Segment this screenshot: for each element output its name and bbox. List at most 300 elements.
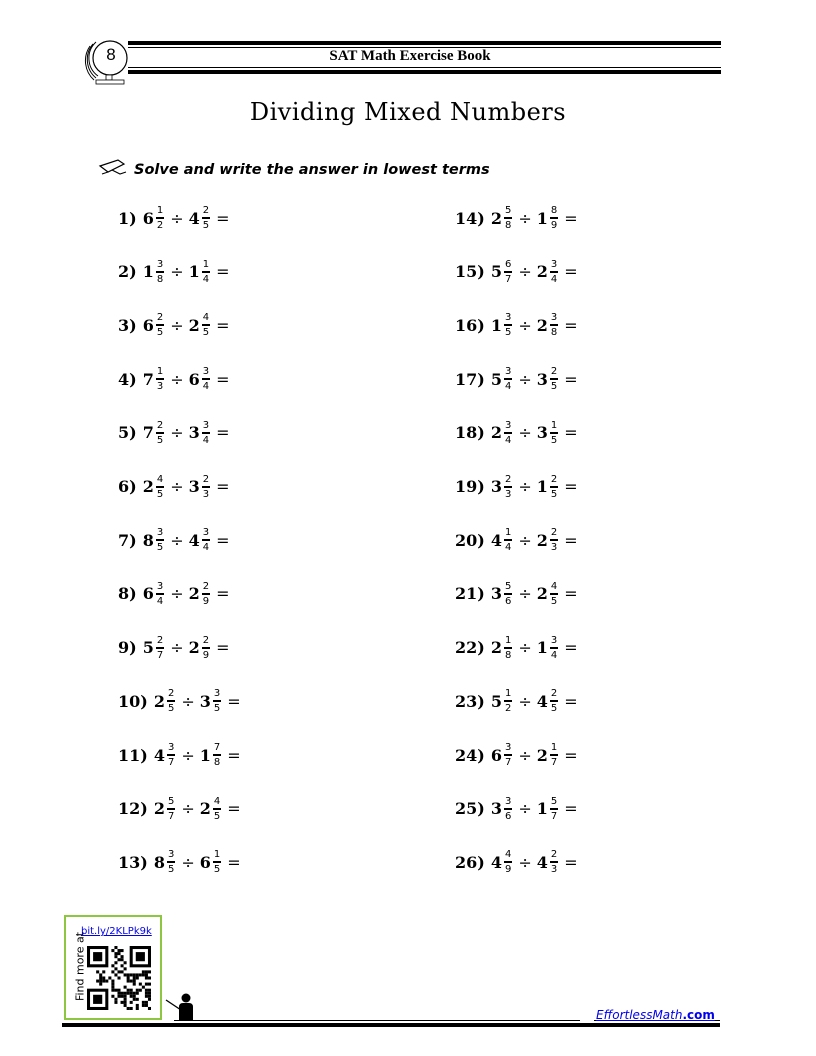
denominator: 4 <box>504 381 512 393</box>
denominator: 5 <box>213 810 221 822</box>
fraction <box>550 205 558 231</box>
denominator: 5 <box>167 703 175 715</box>
problem-item <box>455 735 583 775</box>
whole-number: 2 <box>188 315 200 335</box>
whole-number: 3 <box>536 369 548 389</box>
writing-hand-icon <box>98 156 128 178</box>
equals-sign: = <box>227 799 241 819</box>
equals-sign: = <box>564 423 578 443</box>
denominator: 3 <box>550 864 558 876</box>
qr-link[interactable]: bit.ly/2KLPk9k <box>81 926 152 937</box>
numerator: 2 <box>156 312 164 326</box>
whole-number: 1 <box>142 262 154 282</box>
whole-number: 7 <box>142 423 154 443</box>
denominator: 8 <box>504 649 512 661</box>
numerator: 6 <box>504 259 512 273</box>
equals-sign: = <box>564 638 578 658</box>
numerator: 3 <box>156 581 164 595</box>
whole-number: 3 <box>490 584 502 604</box>
fraction <box>504 527 512 553</box>
problem-number: 23) <box>455 691 485 711</box>
fraction <box>504 366 512 392</box>
denominator: 5 <box>167 864 175 876</box>
denominator: 9 <box>202 595 210 607</box>
denominator: 2 <box>156 220 164 231</box>
whole-number: 4 <box>188 208 200 228</box>
whole-number: 2 <box>536 745 548 765</box>
problem-item <box>118 789 246 829</box>
divide-sign: ÷ <box>170 530 184 550</box>
whole-number: 2 <box>188 584 200 604</box>
equals-sign: = <box>564 208 578 228</box>
divide-sign: ÷ <box>181 852 195 872</box>
numerator: 3 <box>550 259 558 273</box>
equals-sign: = <box>227 691 241 711</box>
numerator: 4 <box>550 581 558 595</box>
whole-number: 6 <box>188 369 200 389</box>
problem-number: 14) <box>455 208 485 228</box>
footer-rule <box>62 1023 720 1027</box>
equals-sign: = <box>227 745 241 765</box>
fraction <box>550 527 558 553</box>
whole-number: 6 <box>199 852 211 872</box>
fraction <box>156 635 164 661</box>
denominator: 5 <box>504 327 512 339</box>
equals-sign: = <box>564 477 578 496</box>
problem-item <box>118 520 235 560</box>
problem-number: 6) <box>118 477 137 496</box>
fraction <box>504 796 512 822</box>
denominator: 5 <box>550 703 558 715</box>
denominator: 4 <box>202 542 210 554</box>
problem-number: 20) <box>455 530 485 550</box>
numerator: 4 <box>202 312 210 326</box>
numerator: 2 <box>156 420 164 434</box>
fraction <box>156 420 164 446</box>
whole-number: 6 <box>142 584 154 604</box>
whole-number: 1 <box>536 799 548 819</box>
fraction <box>550 688 558 714</box>
whole-number: 4 <box>188 530 200 550</box>
problem-number: 16) <box>455 315 485 335</box>
denominator: 5 <box>550 381 558 393</box>
denominator: 7 <box>550 757 558 768</box>
header-rule-bottom-thin <box>128 67 721 68</box>
fraction <box>202 635 210 661</box>
equals-sign: = <box>564 315 578 335</box>
numerator: 8 <box>550 205 558 219</box>
problem-item <box>455 520 583 560</box>
denominator: 4 <box>156 595 164 607</box>
equals-sign: = <box>564 745 578 765</box>
problem-number: 1) <box>118 208 137 228</box>
denominator: 2 <box>504 703 512 715</box>
denominator: 5 <box>202 327 210 339</box>
equals-sign: = <box>564 799 578 819</box>
denominator: 8 <box>156 273 164 285</box>
page-title: Dividing Mixed Numbers <box>249 98 567 126</box>
site-domain: .com <box>682 1008 715 1022</box>
site-link[interactable] <box>596 1008 715 1022</box>
fraction <box>550 742 558 768</box>
equals-sign: = <box>564 369 578 389</box>
whole-number: 5 <box>142 638 154 658</box>
numerator: 2 <box>167 688 175 702</box>
numerator: 3 <box>504 366 512 380</box>
fraction <box>213 849 221 875</box>
whole-number: 1 <box>536 638 548 658</box>
divide-sign: ÷ <box>170 208 184 228</box>
fraction <box>156 581 164 607</box>
whole-number: 2 <box>490 208 502 228</box>
fraction <box>504 205 512 231</box>
fraction <box>504 581 512 607</box>
problem-number: 24) <box>455 745 485 765</box>
numerator: 3 <box>504 742 512 756</box>
problem-number: 15) <box>455 262 485 282</box>
denominator: 7 <box>167 757 175 768</box>
fraction <box>156 312 164 338</box>
divide-sign: ÷ <box>518 208 532 228</box>
denominator: 5 <box>156 327 164 339</box>
denominator: 8 <box>550 327 558 339</box>
divide-sign: ÷ <box>518 745 532 765</box>
fraction <box>202 312 210 338</box>
numerator: 1 <box>504 635 512 649</box>
fraction <box>202 366 210 392</box>
numerator: 3 <box>213 688 221 702</box>
equals-sign: = <box>216 423 230 443</box>
numerator: 5 <box>167 796 175 810</box>
numerator: 1 <box>550 742 558 756</box>
whole-number: 1 <box>199 745 211 765</box>
whole-number: 8 <box>142 530 154 550</box>
whole-number: 2 <box>536 530 548 550</box>
numerator: 2 <box>550 527 558 541</box>
problem-number: 22) <box>455 638 485 658</box>
fraction <box>156 259 164 285</box>
numerator: 3 <box>550 635 558 649</box>
fraction <box>213 742 221 768</box>
numerator: 2 <box>202 205 210 219</box>
problem-item <box>455 574 583 614</box>
fraction <box>167 688 175 714</box>
divide-sign: ÷ <box>170 423 184 443</box>
whole-number: 3 <box>188 423 200 443</box>
fraction <box>504 259 512 285</box>
denominator: 4 <box>202 381 210 393</box>
divide-sign: ÷ <box>518 369 532 389</box>
problem-item <box>455 359 583 399</box>
fraction <box>550 849 558 875</box>
fraction <box>167 796 175 822</box>
fraction <box>156 366 164 392</box>
divide-sign: ÷ <box>518 691 532 711</box>
whole-number: 2 <box>199 799 211 819</box>
denominator: 7 <box>167 810 175 822</box>
problem-number: 17) <box>455 369 485 389</box>
problem-item <box>118 842 246 882</box>
whole-number: 1 <box>490 315 502 335</box>
equals-sign: = <box>216 584 230 604</box>
whole-number: 2 <box>153 691 165 711</box>
divide-sign: ÷ <box>181 745 195 765</box>
numerator: 1 <box>504 527 512 541</box>
divide-sign: ÷ <box>518 638 532 658</box>
equals-sign: = <box>564 691 578 711</box>
fraction <box>156 205 164 231</box>
numerator: 3 <box>202 420 210 434</box>
denominator: 6 <box>504 595 512 607</box>
fraction <box>202 259 210 285</box>
problem-number: 19) <box>455 477 485 496</box>
whole-number: 3 <box>490 477 502 496</box>
denominator: 3 <box>550 542 558 554</box>
whole-number: 3 <box>536 423 548 443</box>
fraction <box>550 420 558 446</box>
fraction <box>167 849 175 875</box>
problem-number: 26) <box>455 852 485 872</box>
numerator: 3 <box>550 312 558 326</box>
book-title: SAT Math Exercise Book <box>329 48 491 64</box>
problem-item <box>118 252 235 292</box>
denominator: 3 <box>202 488 210 500</box>
denominator: 8 <box>213 757 221 768</box>
whole-number: 3 <box>490 799 502 819</box>
fraction <box>504 420 512 446</box>
equals-sign: = <box>216 638 230 658</box>
denominator: 4 <box>202 273 210 285</box>
problem-item <box>118 198 235 238</box>
numerator: 1 <box>156 366 164 380</box>
problem-item <box>118 628 235 668</box>
problem-item <box>118 735 246 775</box>
numerator: 3 <box>156 527 164 541</box>
numerator: 4 <box>156 474 164 488</box>
fraction <box>167 742 175 768</box>
whole-number: 2 <box>536 315 548 335</box>
whole-number: 5 <box>490 262 502 282</box>
problem-item <box>455 305 583 345</box>
fraction <box>550 312 558 338</box>
denominator: 4 <box>202 434 210 446</box>
divide-sign: ÷ <box>518 530 532 550</box>
numerator: 2 <box>202 581 210 595</box>
problem-number: 3) <box>118 315 137 335</box>
whole-number: 5 <box>490 691 502 711</box>
denominator: 5 <box>550 488 558 500</box>
numerator: 3 <box>202 527 210 541</box>
numerator: 2 <box>504 474 512 488</box>
problem-number: 5) <box>118 423 137 443</box>
problem-item <box>455 413 583 453</box>
whole-number: 4 <box>153 745 165 765</box>
whole-number: 4 <box>490 852 502 872</box>
denominator: 5 <box>213 864 221 876</box>
denominator: 5 <box>202 220 210 231</box>
whole-number: 2 <box>490 423 502 443</box>
fraction <box>156 474 164 500</box>
problem-number: 4) <box>118 369 137 389</box>
fraction <box>202 420 210 446</box>
instructions: Solve and write the answer in lowest terms <box>134 162 490 178</box>
whole-number: 2 <box>490 638 502 658</box>
equals-sign: = <box>216 477 230 496</box>
divide-sign: ÷ <box>170 584 184 604</box>
whole-number: 3 <box>199 691 211 711</box>
find-more-label: Find more at <box>73 931 87 1002</box>
equals-sign: = <box>216 315 230 335</box>
problem-item <box>455 252 583 292</box>
equals-sign: = <box>564 262 578 282</box>
denominator: 3 <box>156 381 164 393</box>
footer-rule-thin <box>174 1020 580 1021</box>
numerator: 2 <box>156 635 164 649</box>
denominator: 7 <box>504 273 512 285</box>
equals-sign: = <box>216 369 230 389</box>
fraction <box>550 474 558 500</box>
numerator: 5 <box>504 581 512 595</box>
problem-item <box>118 413 235 453</box>
whole-number: 1 <box>188 262 200 282</box>
whole-number: 7 <box>142 369 154 389</box>
problem-number: 9) <box>118 638 137 658</box>
divide-sign: ÷ <box>170 638 184 658</box>
whole-number: 4 <box>536 691 548 711</box>
fraction <box>504 849 512 875</box>
whole-number: 1 <box>536 208 548 228</box>
fraction <box>550 259 558 285</box>
fraction <box>504 688 512 714</box>
numerator: 3 <box>504 312 512 326</box>
denominator: 5 <box>156 542 164 554</box>
whole-number: 3 <box>188 477 200 496</box>
divide-sign: ÷ <box>170 262 184 282</box>
numerator: 3 <box>156 259 164 273</box>
fraction <box>504 742 512 768</box>
divide-sign: ÷ <box>518 477 532 496</box>
header-rule-bottom <box>128 70 721 74</box>
numerator: 1 <box>550 420 558 434</box>
numerator: 3 <box>504 420 512 434</box>
numerator: 3 <box>167 742 175 756</box>
fraction <box>156 527 164 553</box>
fraction <box>202 205 210 231</box>
problem-number: 13) <box>118 852 148 872</box>
numerator: 4 <box>213 796 221 810</box>
numerator: 3 <box>202 366 210 380</box>
fraction <box>213 688 221 714</box>
whole-number: 2 <box>536 584 548 604</box>
numerator: 2 <box>202 635 210 649</box>
numerator: 1 <box>156 205 164 219</box>
whole-number: 6 <box>142 208 154 228</box>
divide-sign: ÷ <box>518 852 532 872</box>
whole-number: 2 <box>153 799 165 819</box>
denominator: 9 <box>504 864 512 876</box>
problem-item <box>455 681 583 721</box>
fraction <box>202 474 210 500</box>
problem-number: 18) <box>455 423 485 443</box>
denominator: 5 <box>550 434 558 446</box>
problem-item <box>118 574 235 614</box>
equals-sign: = <box>216 208 230 228</box>
numerator: 2 <box>550 366 558 380</box>
denominator: 6 <box>504 810 512 822</box>
problem-item <box>455 198 583 238</box>
numerator: 5 <box>550 796 558 810</box>
denominator: 3 <box>504 488 512 500</box>
qr-code-icon[interactable] <box>87 946 151 1010</box>
equals-sign: = <box>564 584 578 604</box>
denominator: 9 <box>550 220 558 231</box>
denominator: 7 <box>550 810 558 822</box>
whole-number: 2 <box>188 638 200 658</box>
problem-number: 2) <box>118 262 137 282</box>
whole-number: 1 <box>536 477 548 496</box>
numerator: 1 <box>213 849 221 863</box>
whole-number: 5 <box>490 369 502 389</box>
whole-number: 6 <box>142 315 154 335</box>
page-number: 8 <box>106 45 116 64</box>
numerator: 1 <box>504 688 512 702</box>
problem-item <box>455 842 583 882</box>
problem-number: 12) <box>118 799 148 819</box>
problem-number: 25) <box>455 799 485 819</box>
fraction <box>504 312 512 338</box>
numerator: 2 <box>550 474 558 488</box>
denominator: 8 <box>504 220 512 231</box>
divide-sign: ÷ <box>518 423 532 443</box>
numerator: 3 <box>167 849 175 863</box>
denominator: 9 <box>202 649 210 661</box>
denominator: 5 <box>550 595 558 607</box>
numerator: 3 <box>504 796 512 810</box>
fraction <box>550 635 558 661</box>
divide-sign: ÷ <box>170 315 184 335</box>
whole-number: 8 <box>153 852 165 872</box>
problem-item <box>118 305 235 345</box>
divide-sign: ÷ <box>181 691 195 711</box>
numerator: 7 <box>213 742 221 756</box>
problem-number: 21) <box>455 584 485 604</box>
denominator: 5 <box>213 703 221 715</box>
whole-number: 2 <box>142 477 154 496</box>
fraction <box>504 474 512 500</box>
numerator: 2 <box>550 688 558 702</box>
fraction <box>550 366 558 392</box>
divide-sign: ÷ <box>518 584 532 604</box>
divide-sign: ÷ <box>170 369 184 389</box>
divide-sign: ÷ <box>518 315 532 335</box>
denominator: 7 <box>156 649 164 661</box>
problem-item <box>118 681 246 721</box>
header-rule-top <box>128 41 721 45</box>
numerator: 1 <box>202 259 210 273</box>
problem-item <box>455 789 583 829</box>
fraction <box>213 796 221 822</box>
divide-sign: ÷ <box>181 799 195 819</box>
denominator: 5 <box>156 434 164 446</box>
divide-sign: ÷ <box>518 799 532 819</box>
denominator: 4 <box>504 434 512 446</box>
fraction <box>550 581 558 607</box>
denominator: 4 <box>550 273 558 285</box>
denominator: 4 <box>504 542 512 554</box>
equals-sign: = <box>564 530 578 550</box>
numerator: 4 <box>504 849 512 863</box>
denominator: 4 <box>550 649 558 661</box>
